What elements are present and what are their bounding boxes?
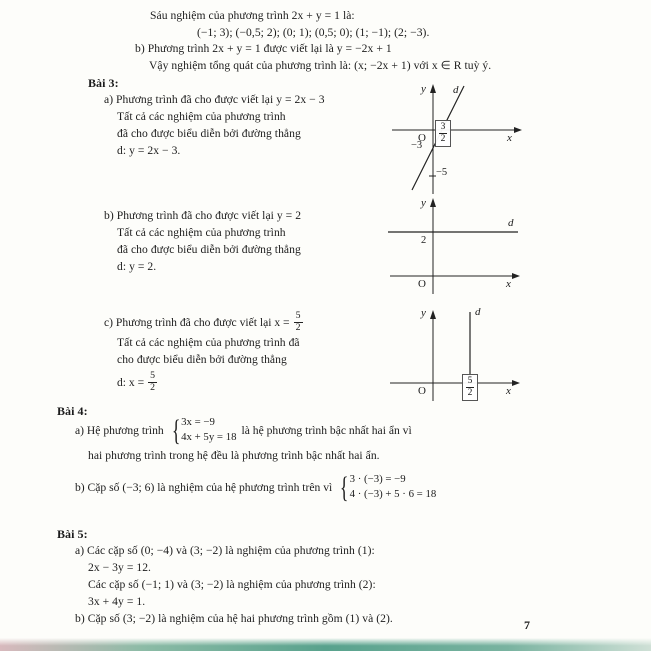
y-value-label: 2 (421, 235, 427, 246)
origin-label: O (418, 278, 426, 290)
system-eq-2: 4x + 5y = 18 (181, 431, 237, 443)
fraction-denominator: 2 (467, 388, 473, 398)
origin-label: O (418, 132, 426, 144)
book-cover-edge (0, 638, 651, 651)
ex3-a-line4: d: y = 2x − 3. (117, 144, 181, 157)
exercise-4-title: Bài 4: (57, 404, 88, 418)
fraction-5-over-2 (148, 371, 157, 394)
intro-item-b: b) Phương trình 2x + y = 1 được viết lại là y = −2x + 1 (135, 42, 392, 55)
ex4-b-line (75, 470, 441, 504)
fraction-denominator: 2 (150, 381, 156, 393)
ex5-b-line: b) Cặp số (3; −2) là nghiệm của hệ hai phương trình gồm (1) và (2). (75, 612, 393, 625)
brace-glyph: { (340, 470, 349, 504)
line-d-label: d (475, 306, 481, 318)
intro-line-2: (−1; 3); (−0,5; 2); (0; 1); (0,5; 0); (1; −1); (2; −3). (197, 26, 430, 39)
ex3-c-line4 (117, 368, 161, 396)
intro-line-1: Sáu nghiệm của phương trình 2x + y = 1 là: (150, 9, 355, 22)
x-value-fraction (462, 374, 478, 401)
y-axis-label: y (421, 83, 426, 95)
x-axis-label: x (506, 385, 511, 397)
graph-a-axes (380, 84, 528, 198)
ex3-b-line4: d: y = 2. (117, 260, 157, 273)
x-axis-label: x (507, 132, 512, 144)
y-axis-label: y (421, 307, 426, 319)
fraction-numerator: 5 (295, 309, 301, 321)
exercise-3-title: Bài 3: (88, 76, 119, 90)
fraction-numerator: 5 (150, 369, 156, 381)
line-d-label: d (453, 84, 459, 96)
graph-y-equals-2x-minus-3 (380, 84, 528, 198)
ex4-a-line1 (75, 414, 412, 446)
fraction-numerator: 5 (467, 376, 473, 387)
ex3-c-line3: cho được biểu diễn bởi đường thẳng (117, 353, 287, 366)
x-axis-label: x (506, 278, 511, 290)
ex5-a-line2: 2x − 3y = 12. (88, 561, 152, 574)
system-eq-1: 3 · (−3) = −9 (349, 472, 406, 485)
system-equations (350, 472, 437, 502)
graph-x-equals-5-halves (380, 306, 528, 410)
y-axis-label: y (421, 197, 426, 209)
fraction-denominator: 2 (440, 134, 446, 144)
y-intercept-label: −3 (411, 140, 423, 151)
brace-glyph: { (171, 413, 181, 447)
y-lower-label: −5 (436, 167, 448, 178)
graph-y-equals-2 (380, 196, 528, 300)
system-eq-1: 3x = −9 (181, 415, 215, 428)
ex4-a-line2: hai phương trình trong hệ đều là phương trình bậc nhất hai ẩn. (88, 449, 380, 462)
fraction-numerator: 3 (440, 122, 446, 133)
ex5-a-line3: Các cặp số (−1; 1) và (3; −2) là nghiệm của phương trình (2): (88, 578, 376, 591)
ex3-a-line1: a) Phương trình đã cho được viết lại y = 2x − 3 (104, 93, 325, 106)
page-number: 7 (524, 618, 530, 632)
ex3-c-line1-text: c) Phương trình đã cho được viết lại x = (104, 315, 290, 329)
intro-conclusion: Vậy nghiệm tổng quát của phương trình là: (x; −2x + 1) với x ∈ R tuỳ ý. (149, 59, 492, 72)
system-equations (181, 415, 236, 445)
ex5-a-line1: a) Các cặp số (0; −4) và (3; −2) là nghiệm của phương trình (1): (75, 544, 375, 557)
ex4-b-prefix: b) Cặp số (−3; 6) là nghiệm của hệ phương trình trên vì (75, 480, 333, 494)
ex3-b-line2: Tất cả các nghiệm của phương trình (117, 226, 286, 239)
line-d-label: d (508, 217, 514, 229)
fraction-denominator: 2 (295, 321, 301, 333)
ex3-c-line1 (104, 308, 307, 336)
exercise-5-title: Bài 5: (57, 527, 88, 541)
origin-label: O (418, 385, 426, 397)
ex4-a-suffix: là hệ phương trình bậc nhất hai ẩn vì (241, 423, 412, 437)
fraction-5-over-2 (294, 311, 303, 334)
ex3-a-line3: đã cho được biểu diễn bởi đường thẳng (117, 127, 301, 140)
ex3-c-line4-text: d: x = (117, 375, 145, 389)
ex3-b-line3: đã cho được biểu diễn bởi đường thẳng (117, 243, 301, 256)
x-intercept-fraction (435, 120, 451, 147)
ex3-c-line2: Tất cả các nghiệm của phương trình đã (117, 336, 300, 349)
ex5-a-line4: 3x + 4y = 1. (88, 595, 146, 608)
system-eq-2: 4 · (−3) + 5 · 6 = 18 (349, 488, 437, 500)
equation-system (337, 472, 436, 502)
ex3-b-line1: b) Phương trình đã cho được viết lại y = 2 (104, 209, 302, 222)
ex4-a-prefix: a) Hệ phương trình (75, 423, 164, 437)
ex3-a-line2: Tất cả các nghiệm của phương trình (117, 110, 286, 123)
equation-system (169, 415, 237, 445)
